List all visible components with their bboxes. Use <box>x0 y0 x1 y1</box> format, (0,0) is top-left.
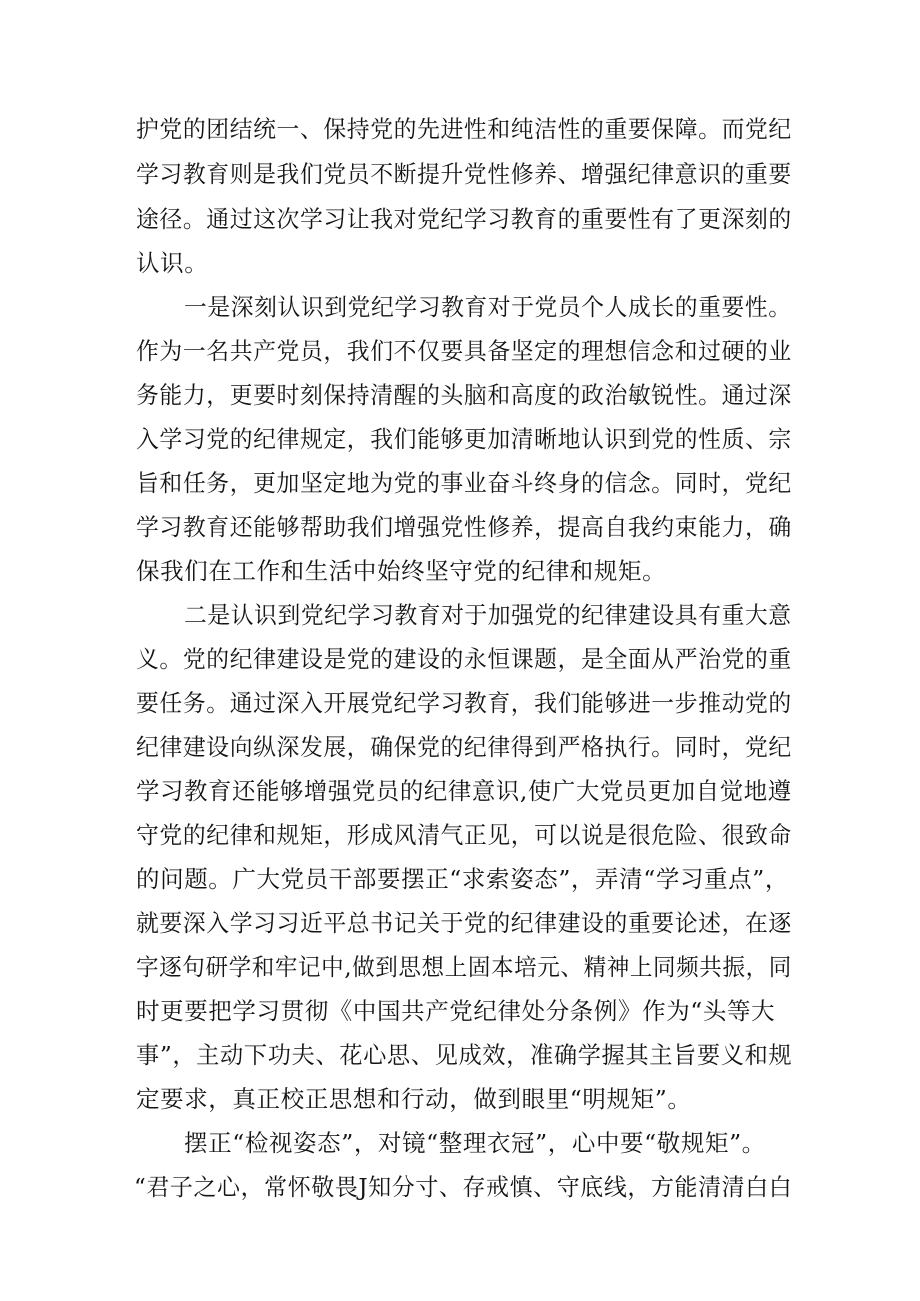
text-line: 事”，主动下功夫、花心思、见成效，准确学握其主旨要义和规 <box>136 1041 793 1069</box>
text-line: 要任务。通过深入开展党纪学习教育，我们能够进一步推动党的 <box>136 689 792 717</box>
text-line: 务能力，更要时刻保持清醒的头脑和高度的政治敏锐性。通过深 <box>136 381 792 409</box>
text-line: “君子之心，常怀敬畏J知分寸、存戒慎、守底线，方能清清白白 <box>134 1173 793 1201</box>
text-line: 学习教育则是我们党员不断提升党性修养、增强纪律意识的重要 <box>136 160 792 188</box>
text-line: 时更要把学习贯彻《中国共产党纪律处分条例》作为“头等大 <box>136 997 776 1025</box>
text-line: 纪律建设向纵深发展，确保党的纪律得到严格执行。同时，党纪 <box>136 733 792 761</box>
paragraph-first-line: 一是深刻认识到党纪学习教育对于党员个人成长的重要性。 <box>184 293 792 321</box>
text-line: 就要深入学习习近平总书记关于党的纪律建设的重要论述，在逐 <box>136 909 792 937</box>
text-line: 定要求，真正校正思想和行动，做到眼里“明规矩”。 <box>136 1085 692 1113</box>
text-line: 护党的团结统一、保持党的先进性和纯洁性的重要保障。而党纪 <box>136 115 792 143</box>
text-line: 入学习党的纪律规定，我们能够更加清晰地认识到党的性质、宗 <box>136 425 792 453</box>
text-line: 守党的纪律和规矩，形成风清气正见，可以说是很危险、很致命 <box>136 821 792 849</box>
text-line: 字逐句研学和牢记中,做到思想上固本培元、精神上同频共振，同 <box>136 953 792 981</box>
text-line: 保我们在工作和生活中始终坚守党的纪律和规矩。 <box>136 557 667 585</box>
text-line: 义。党的纪律建设是党的建设的永恒课题，是全面从严治党的重 <box>136 645 792 673</box>
paragraph-first-line: 二是认识到党纪学习教育对于加强党的纪律建设具有重大意 <box>184 601 792 629</box>
text-line: 作为一名共产党员，我们不仅要具备坚定的理想信念和过硬的业 <box>136 337 792 365</box>
text-line: 学习教育还能够增强党员的纪律意识,使广大党员更加自觉地遵 <box>136 777 792 805</box>
text-line: 的问题。广大党员干部要摆正“求索姿态”，弄清“学习重点”， <box>136 865 789 893</box>
text-line: 旨和任务，更加坚定地为党的事业奋斗终身的信念。同时，党纪 <box>136 469 792 497</box>
text-line: 途径。通过这次学习让我对党纪学习教育的重要性有了更深刻的 <box>136 205 792 233</box>
paragraph-first-line: 摆正“检视姿态”，对镜“整理衣冠”，心中要“敬规矩”。 <box>184 1129 766 1157</box>
text-line: 学习教育还能够帮助我们增强党性修养，提高自我约束能力，确 <box>136 513 792 541</box>
text-line: 认识。 <box>136 249 209 277</box>
